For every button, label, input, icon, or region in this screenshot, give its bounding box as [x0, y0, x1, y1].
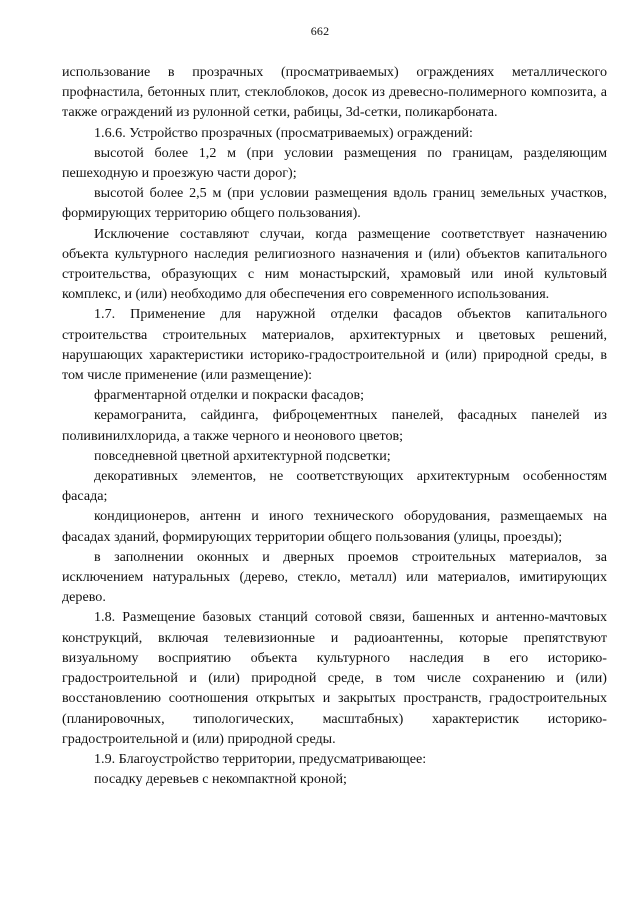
document-body	[62, 62, 607, 789]
paragraph-exception: Исключение составляют случаи, когда размещение соответствует назначению объекта культурного наследия религиозного назначения и (или) объектов капитального строительства, образующих с ним монастырский, храмовый или иной культовый комплекс, и (или) необходимо для обеспечения его современного использования.	[62, 225, 607, 303]
list-item-fragmentary-finishing: фрагментарной отделки и покраски фасадов;	[94, 387, 365, 404]
paragraph-1-6-6-heading: 1.6.6. Устройство прозрачных (просматриваемых) ограждений:	[94, 124, 473, 141]
paragraph-height-2-5m: высотой более 2,5 м (при условии размещения вдоль границ земельных участков, формирующих территорию общего пользования).	[62, 185, 607, 222]
paragraph-height-1-2m: высотой более 1,2 м (при условии размещения по границам, разделяющим пешеходную и проезжую части дорог);	[62, 144, 607, 182]
paragraph-1-7-heading: 1.7. Применение для наружной отделки фасадов объектов капитального строительства строительных материалов, архитектурных и цветовых решений, нарушающих характеристики историко-градостроительной и (или) природной среды, в том числе применение (или размещение):	[62, 306, 607, 384]
list-item-color-lighting: повседневной цветной архитектурной подсветки;	[94, 447, 391, 464]
list-item-tree-planting: посадку деревьев с некомпактной кроной;	[94, 771, 347, 788]
paragraph-1-8: 1.8. Размещение базовых станций сотовой связи, башенных и антенно-мачтовых конструкций, включая телевизионные и радиоантенны, которые препятствуют визуальному восприятию объекта культурного наследия в его историко-градостроительной и (или) природной среде, в том числе сохранению и (или) восстановлению соотношения открытых и закрытых пространств, градостроительных (планировочных, типологических, масштабных) характеристик историко-градостроительной и (или) природной среды.	[62, 609, 607, 747]
list-item-window-door-materials: в заполнении оконных и дверных проемов строительных материалов, за исключением натуральных (дерево, стекло, металл) или материалов, имитирующих дерево.	[62, 548, 607, 606]
page-number: 662	[310, 24, 330, 38]
paragraph-continuation: использование в прозрачных (просматриваемых) ограждениях металлического профнастила, бетонных плит, стеклоблоков, досок из древесно-полимерного композита, а также ограждений из рулонной сетки, рабицы, 3d-сетки, поликарбоната.	[62, 64, 607, 121]
list-item-air-conditioners: кондиционеров, антенн и иного технического оборудования, размещаемых на фасадах зданий, формирующих территории общего пользования (улицы, проезды);	[62, 508, 607, 545]
list-item-porcelain-siding: керамогранита, сайдинга, фиброцементных панелей, фасадных панелей из поливинилхлорида, а также черного и неонового цветов;	[62, 407, 607, 444]
paragraph-1-9-heading: 1.9. Благоустройство территории, предусматривающее:	[94, 750, 427, 767]
list-item-decorative-elements: декоративных элементов, не соответствующих архитектурным особенностям фасада;	[62, 468, 607, 505]
